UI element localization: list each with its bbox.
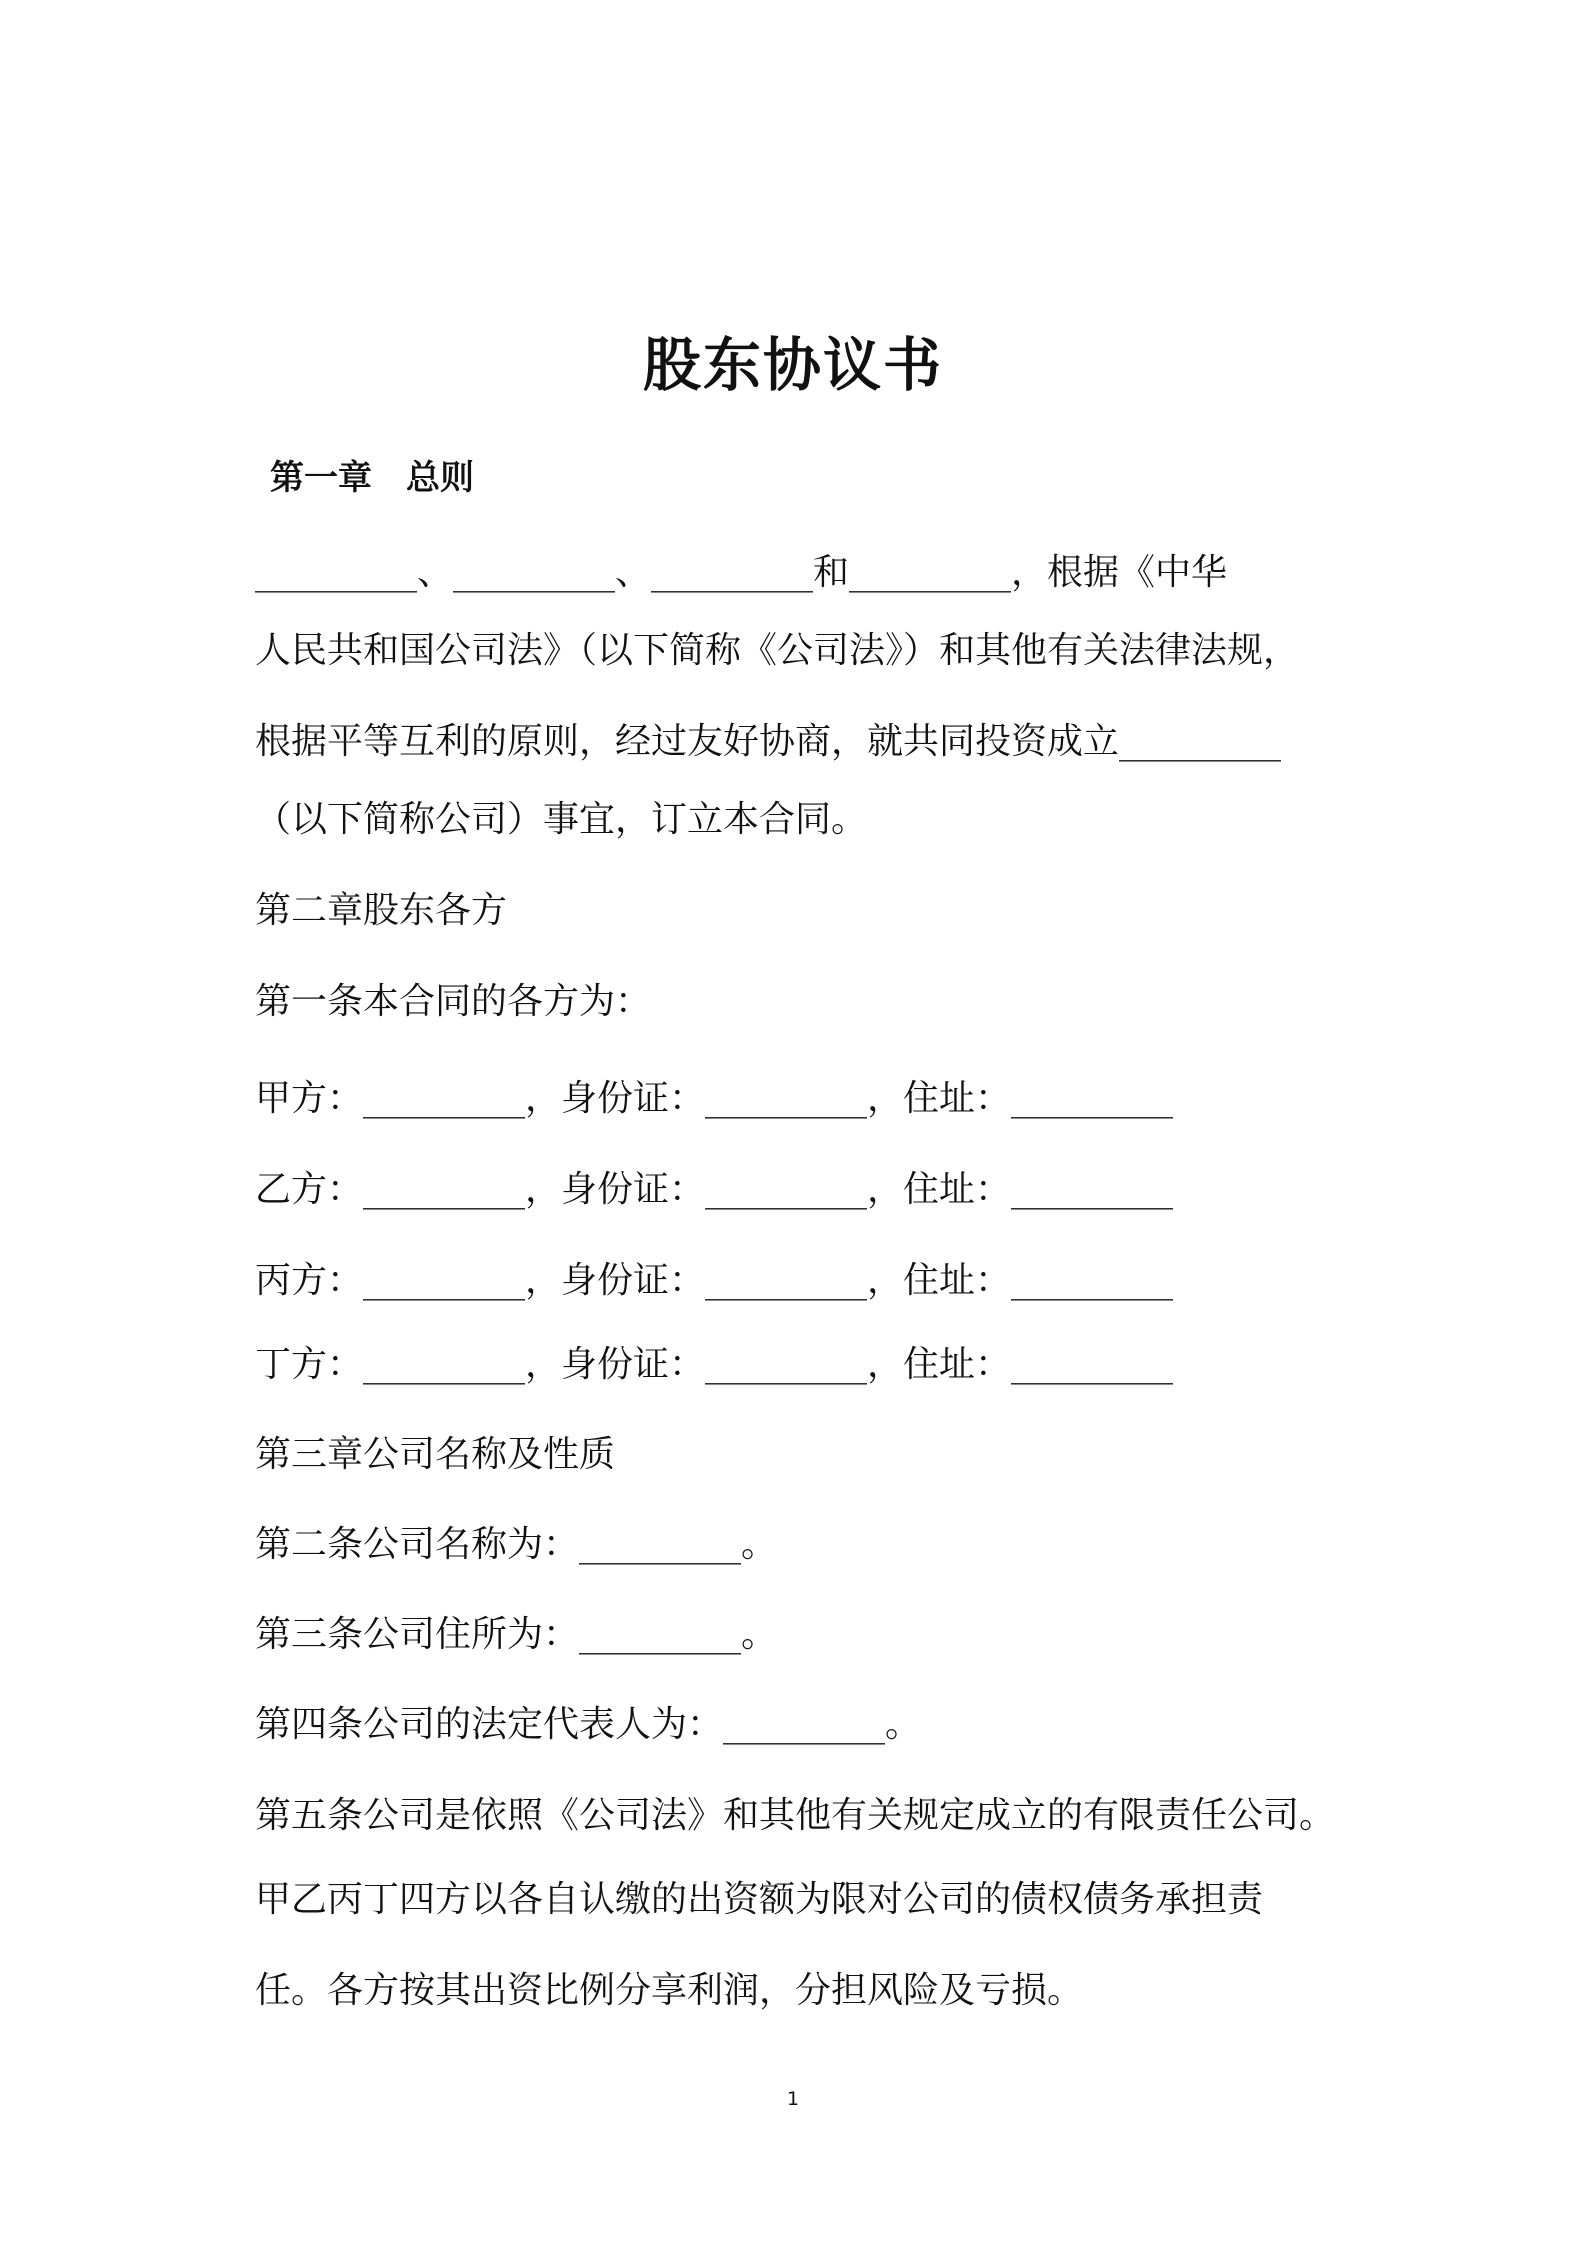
preamble-line-2: 人民共和国公司法》（以下简称《公司法》）和其他有关法律法规， <box>255 630 1300 671</box>
page-number: 1 <box>786 2088 800 2110</box>
chapter-three-heading: 第三章公司名称及性质 <box>255 1434 616 1475</box>
article-one: 第一条本合同的各方为： <box>255 981 652 1022</box>
preamble-line-1: _________、_________、_________和_________，根据《中华 <box>255 552 1228 593</box>
article-five-line-3: 任。各方按其出资比例分享利润，分担风险及亏损。 <box>255 1970 1084 2011</box>
preamble-line-4: （以下简称公司）事宜，订立本合同。 <box>255 799 868 840</box>
article-four: 第四条公司的法定代表人为：_________。 <box>255 1704 922 1745</box>
party-b-line: 乙方：_________，身份证：_________，住址：_________ <box>255 1169 1174 1210</box>
chapter-two-heading: 第二章股东各方 <box>255 890 508 931</box>
article-two: 第二条公司名称为：_________。 <box>255 1524 778 1565</box>
article-three: 第三条公司住所为：_________。 <box>255 1614 778 1655</box>
party-d-line: 丁方：_________，身份证：_________，住址：_________ <box>255 1344 1174 1385</box>
party-c-line: 丙方：_________，身份证：_________，住址：_________ <box>255 1260 1174 1301</box>
article-five-line-1: 第五条公司是依照《公司法》和其他有关规定成立的有限责任公司。 <box>255 1795 1336 1836</box>
preamble-line-3: 根据平等互利的原则，经过友好协商，就共同投资成立_________ <box>255 721 1282 762</box>
party-a-line: 甲方：_________，身份证：_________，住址：_________ <box>255 1078 1174 1119</box>
document-title: 股东协议书 <box>642 331 943 399</box>
chapter-one-heading: 第一章 总则 <box>270 458 474 498</box>
article-five-line-2: 甲乙丙丁四方以各自认缴的出资额为限对公司的债权债务承担责 <box>255 1879 1264 1920</box>
